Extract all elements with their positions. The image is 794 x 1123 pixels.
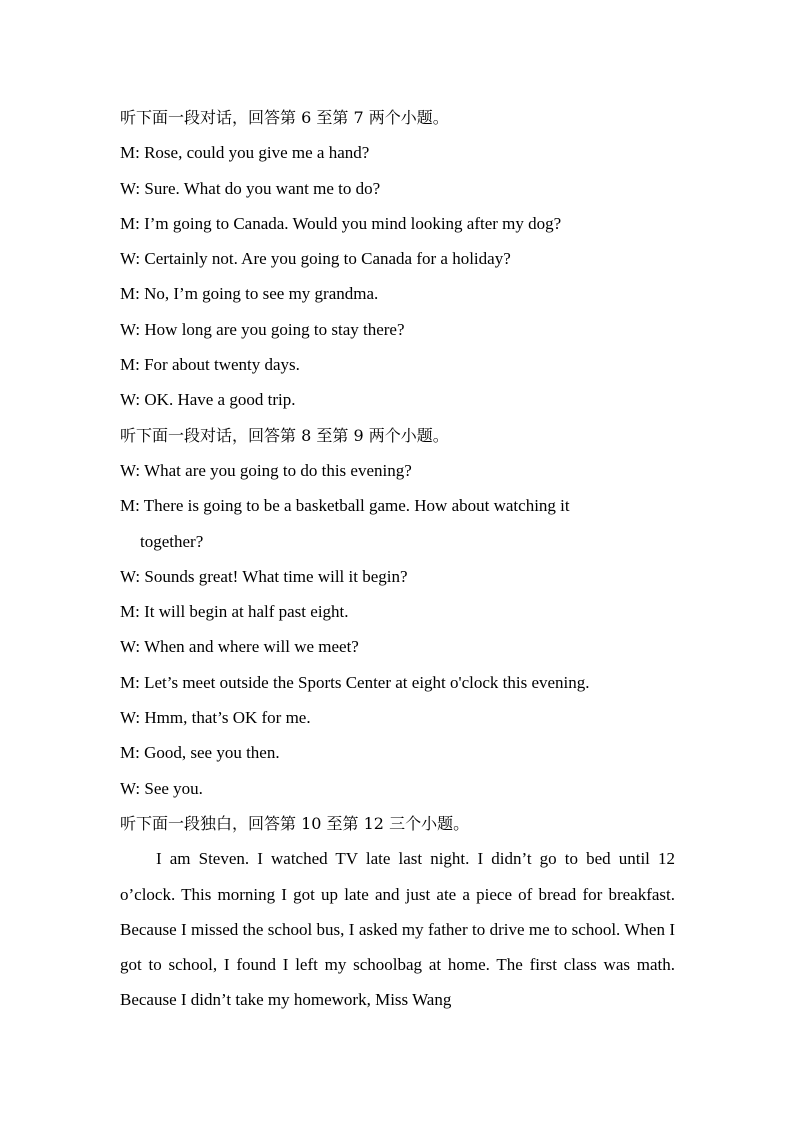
dialogue-line: W: Certainly not. Are you going to Canada for a holiday? <box>120 249 511 269</box>
dialogue-line: M: Let’s meet outside the Sports Center at eight o'clock this evening. <box>120 672 590 692</box>
dialogue-line: M: It will begin at half past eight. <box>120 602 349 622</box>
listening-transcript <box>120 100 675 1018</box>
dialogue-line: W: How long are you going to stay there? <box>120 319 405 339</box>
dialogue-line: W: Hmm, that’s OK for me. <box>120 708 311 728</box>
section-heading-8-9: 听下面一段对话，回答第 8 至第 9 两个小题。 <box>120 425 449 445</box>
dialogue-line: W: Sure. What do you want me to do? <box>120 178 381 198</box>
dialogue-line: W: What are you going to do this evening? <box>120 460 412 480</box>
dialogue-line: M: Rose, could you give me a hand? <box>120 143 370 163</box>
dialogue-line: W: Sounds great! What time will it begin? <box>120 566 408 586</box>
section-heading-10-12: 听下面一段独白，回答第 10 至第 12 三个小题。 <box>120 813 470 833</box>
dialogue-line: W: See you. <box>120 778 203 798</box>
dialogue-line: M: There is going to be a basketball game. How about watching it <box>120 496 570 516</box>
dialogue-line: M: Good, see you then. <box>120 743 280 763</box>
dialogue-line: M: For about twenty days. <box>120 355 300 375</box>
dialogue-line: M: I’m going to Canada. Would you mind looking after my dog? <box>120 213 562 233</box>
dialogue-line: W: OK. Have a good trip. <box>120 390 296 410</box>
dialogue-line: W: When and where will we meet? <box>120 637 359 657</box>
dialogue-line: M: No, I’m going to see my grandma. <box>120 284 379 304</box>
dialogue-line-continuation: together? <box>140 531 204 551</box>
section-heading-6-7: 听下面一段对话，回答第 6 至第 7 两个小题。 <box>120 108 449 127</box>
monologue-paragraph: I am Steven. I watched TV late last night. I didn’t go to bed until 12 o’clock. This morning I got up late and just ate a piece of bread for breakfast. Because I missed the school bus, I asked my father to drive me to school. When I got to school, I found I left my schoolbag at home. The first class was math. Because I didn’t take my homework, Miss Wang <box>120 849 675 1010</box>
